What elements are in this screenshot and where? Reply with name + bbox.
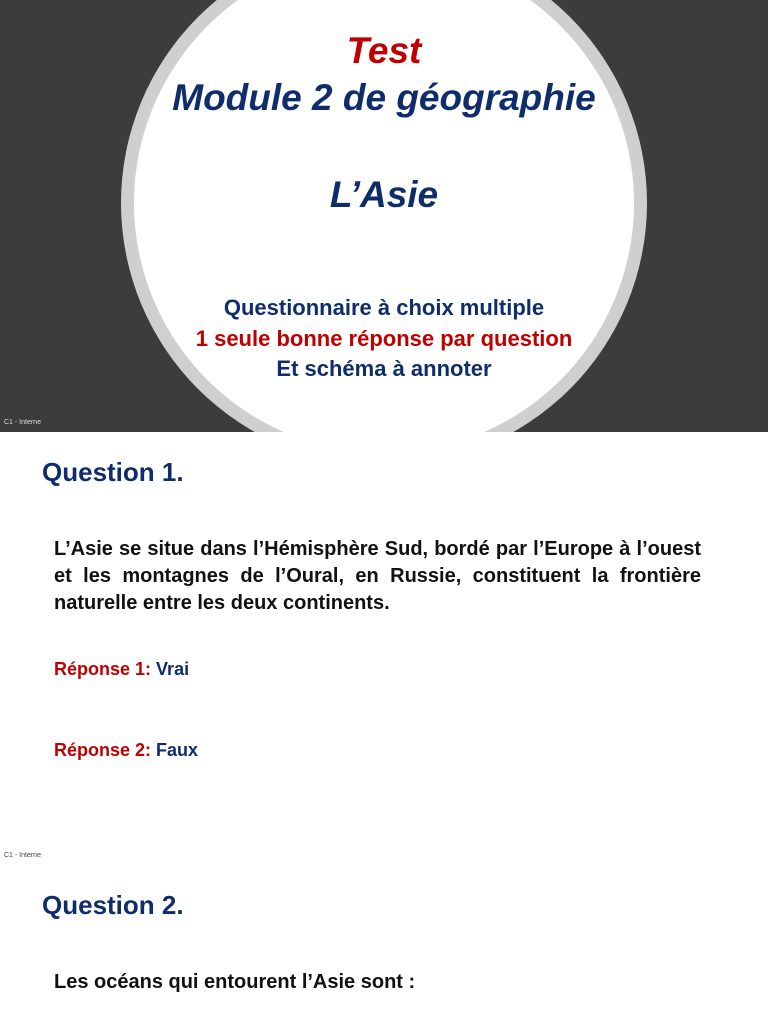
subtitle-one-answer: 1 seule bonne réponse par question: [195, 326, 573, 351]
title-slide: [0, 0, 768, 432]
slide-title-topic: L’Asie: [329, 174, 439, 215]
answer-2-label: Réponse 2:: [54, 740, 152, 760]
subtitle-qcm: Questionnaire à choix multiple: [223, 295, 545, 320]
classification-label: C1 - Interne: [4, 852, 41, 859]
answer-1[interactable]: [54, 658, 189, 680]
answer-2-value: Faux: [156, 740, 199, 760]
answer-2[interactable]: [54, 739, 198, 761]
subtitle-diagram: Et schéma à annoter: [276, 356, 492, 381]
slide-title-module: Module 2 de géographie: [172, 77, 596, 118]
question-2-text: Les océans qui entourent l’Asie sont :: [54, 971, 416, 993]
question-2-title: Question 2.: [42, 890, 184, 920]
classification-label: C1 - Interne: [4, 419, 41, 426]
answer-1-value: Vrai: [156, 659, 190, 679]
question-1-text: L’Asie se situe dans l’Hémisphère Sud, bordé par l’Europe à l’ouest et les montagnes de l’Oural, en Russie, constituent la frontière naturelle entre les deux continents.: [54, 538, 701, 614]
answer-1-label: Réponse 1:: [54, 659, 152, 679]
slide-title-test: Test: [346, 30, 422, 71]
question-1-title: Question 1.: [42, 457, 184, 487]
